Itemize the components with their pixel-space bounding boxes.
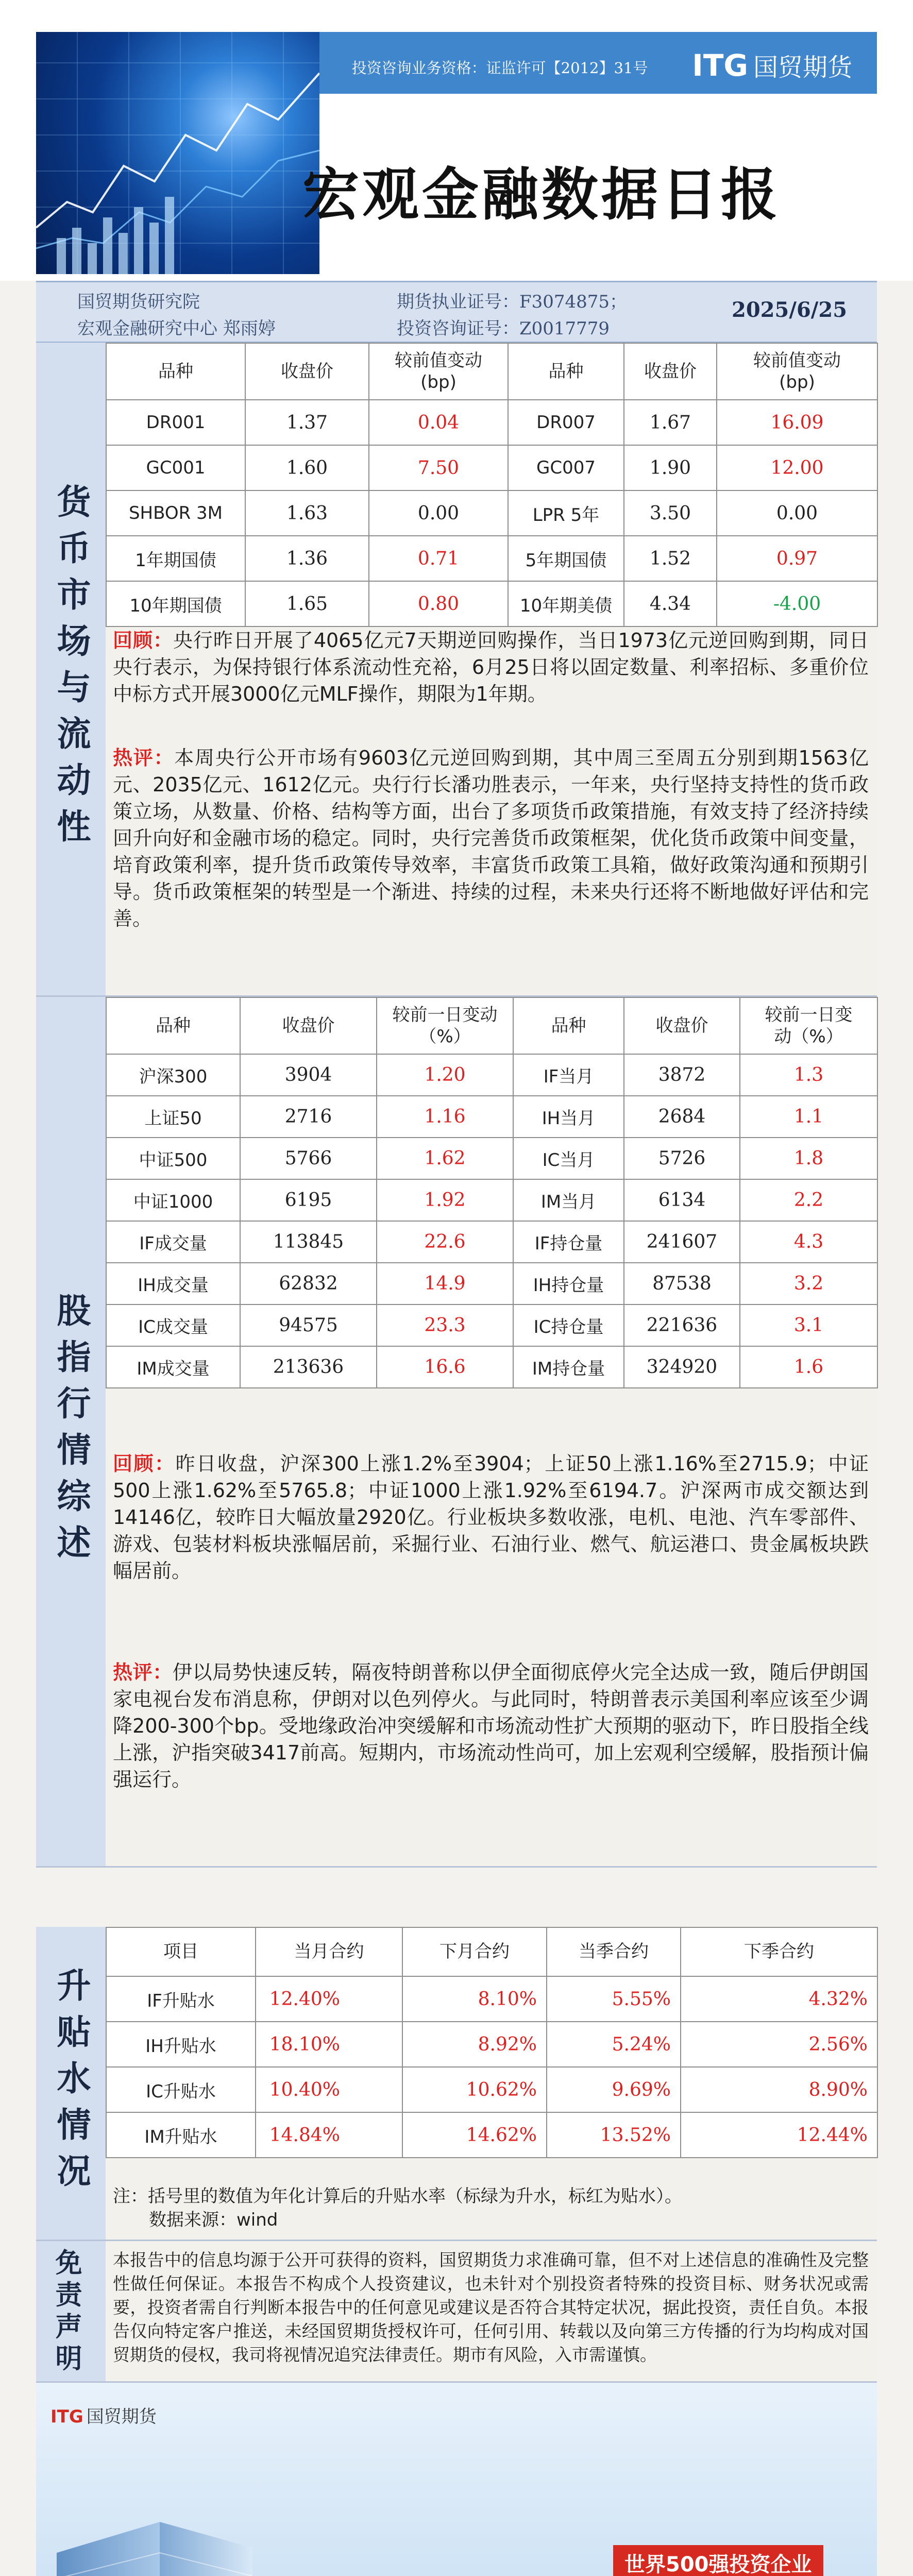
column-header: 品种 [508, 343, 624, 400]
premium-value: 2.56% [681, 2022, 877, 2067]
table-row [106, 400, 877, 445]
premium-value: 5.55% [547, 1976, 681, 2022]
premium-note [113, 2184, 869, 2232]
column-header: 收盘价 [240, 997, 377, 1054]
premium-value: 18.10% [256, 2022, 402, 2067]
qualification-text: 投资咨询业务资格：证监许可【2012】31号 [351, 59, 648, 77]
contract-name: IF当月 [513, 1054, 624, 1096]
close-value: 87538 [624, 1263, 740, 1304]
close-value: 1.63 [245, 490, 369, 536]
instrument-name: 10年期国债 [106, 581, 245, 626]
money-market-table [106, 343, 878, 627]
premium-value: 8.90% [681, 2067, 877, 2112]
column-header: 当季合约 [547, 1927, 681, 1976]
table-row [106, 1976, 877, 2022]
author-info-bar [36, 281, 877, 343]
review-text: 昨日收盘，沪深300上涨1.2%至3904；上证50上涨1.16%至2715.9；中证500上涨1.62%至5765.8；中证1000上涨1.92%至6194.7。沪深两市成交额达到14146亿，较昨日大幅放量2920亿。行业板块多数收涨，电机、电池、汽车零部件、游戏、包装材料板块涨幅居前，采掘行业、石油行业、燃气、航运港口、贵金属板块跌幅居前。 [113, 1452, 869, 1582]
contract-name: IH持仓量 [513, 1263, 624, 1304]
change-value: 1.16 [377, 1096, 513, 1138]
close-value: 1.60 [245, 445, 369, 490]
close-value: 4.34 [624, 581, 717, 626]
change-value: 7.50 [369, 445, 508, 490]
close-value: 5766 [240, 1138, 377, 1179]
premium-item: IM升贴水 [106, 2112, 256, 2158]
close-value: 3872 [624, 1054, 740, 1096]
index-name: 中证1000 [106, 1179, 240, 1221]
change-value: 0.71 [369, 536, 508, 581]
close-value: 2684 [624, 1096, 740, 1138]
brand-logo-cn: 国贸期货 [753, 53, 852, 82]
table-header-row [106, 997, 877, 1054]
table-row [106, 1346, 877, 1388]
license-number: 期货执业证号：F3074875； [397, 292, 628, 312]
review-key: 回顾： [113, 629, 173, 652]
premium-value: 4.32% [681, 1976, 877, 2022]
footer-logo-en: ITG [50, 2406, 83, 2427]
premium-value: 14.62% [402, 2112, 547, 2158]
close-value: 1.67 [624, 400, 717, 445]
premium-value: 9.69% [547, 2067, 681, 2112]
table-row [106, 536, 877, 581]
index-name: 沪深300 [106, 1054, 240, 1096]
report-title: 宏观金融数据日报 [302, 161, 781, 228]
stock-index-table [106, 997, 878, 1388]
change-value: 16.09 [717, 400, 877, 445]
table-header-row [106, 343, 877, 400]
close-value: 221636 [624, 1304, 740, 1346]
contract-name: IH当月 [513, 1096, 624, 1138]
close-value: 1.52 [624, 536, 717, 581]
premium-value: 13.52% [547, 2112, 681, 2158]
contract-name: IC持仓量 [513, 1304, 624, 1346]
column-header: 收盘价 [624, 997, 740, 1054]
premium-value: 8.92% [402, 2022, 547, 2067]
close-value: 1.90 [624, 445, 717, 490]
index-name: IM成交量 [106, 1346, 240, 1388]
contract-name: IM持仓量 [513, 1346, 624, 1388]
premium-value: 10.62% [402, 2067, 547, 2112]
table-row [106, 1263, 877, 1304]
premium-value: 14.84% [256, 2112, 402, 2158]
table-row [106, 1304, 877, 1346]
column-header: 较前值变动 (bp) [369, 343, 508, 400]
change-value: 1.3 [740, 1054, 877, 1096]
instrument-name: DR007 [508, 400, 624, 445]
table-row [106, 1054, 877, 1096]
close-value: 2716 [240, 1096, 377, 1138]
stock-index-review [113, 1450, 869, 1584]
column-header: 品种 [106, 997, 240, 1054]
change-value: 2.2 [740, 1179, 877, 1221]
instrument-name: 1年期国债 [106, 536, 245, 581]
close-value: 113845 [240, 1221, 377, 1263]
change-value: 3.1 [740, 1304, 877, 1346]
comment-key: 热评： [113, 1661, 173, 1684]
column-header: 较前一日变动 （%） [377, 997, 513, 1054]
premium-note-1: 注：括号里的数值为年化计算后的升贴水率（标绿为升水，标红为贴水）。 [113, 2186, 682, 2207]
table-header-row [106, 1927, 877, 1976]
change-value: 0.80 [369, 581, 508, 626]
close-value: 5726 [624, 1138, 740, 1179]
change-value: 1.6 [740, 1346, 877, 1388]
contract-name: IM当月 [513, 1179, 624, 1221]
premium-value: 5.24% [547, 2022, 681, 2067]
close-value: 6134 [624, 1179, 740, 1221]
close-value: 1.37 [245, 400, 369, 445]
money-market-review [113, 627, 869, 707]
comment-text: 伊以局势快速反转，隔夜特朗普称以伊全面彻底停火完全达成一致，随后伊朗国家电视台发布消息称，伊朗对以色列停火。与此同时，特朗普表示美国利率应该至少调降200-300个bp。受地缘政治冲突缓解和市场流动性扩大预期的驱动下，昨日股指全线上涨，沪指突破3417前高。短期内，市场流动性尚可，加上宏观利空缓解，股指预计偏强运行。 [113, 1661, 869, 1791]
index-name: IF成交量 [106, 1221, 240, 1263]
column-header: 当月合约 [256, 1927, 402, 1976]
close-value: 62832 [240, 1263, 377, 1304]
stock-index-section [36, 997, 877, 1868]
change-value: 14.9 [377, 1263, 513, 1304]
premium-side-title: 升贴水情况 [36, 1927, 106, 2240]
premium-item: IC升贴水 [106, 2067, 256, 2112]
money-market-comment [113, 744, 869, 932]
premium-value: 12.40% [256, 1976, 402, 2022]
premium-value: 12.44% [681, 2112, 877, 2158]
disclaimer-side-title: 免责声明 [36, 2241, 106, 2381]
comment-key: 热评： [113, 747, 175, 769]
column-header: 较前一日变 动（%） [740, 997, 877, 1054]
table-row [106, 490, 877, 536]
disclaimer-text: 本报告中的信息均源于公开可获得的资料，国贸期货力求准确可靠，但不对上述信息的准确性及完整性做任何保证。本报告不构成个人投资建议，也未针对个别投资者特殊的投资目标、财务状况或需要，投资者需自行判断本报告中的任何意见或建议是否符合其特定状况，据此投资，责任自负。本报告仅向特定客户推送，未经国贸期货授权许可，任何引用、转载以及向第三方传播的行为均构成对国贸期货的侵权，我司将视情况追究法律责任。期市有风险，入市需谨慎。 [113, 2250, 869, 2365]
premium-section [36, 1927, 877, 2241]
column-header: 项目 [106, 1927, 256, 1976]
table-row [106, 445, 877, 490]
advisory-number: 投资咨询证号：Z0017779 [397, 318, 610, 339]
table-row [106, 2067, 877, 2112]
premium-item: IF升贴水 [106, 1976, 256, 2022]
table-row [106, 1221, 877, 1263]
header-top-bar [319, 32, 877, 94]
column-header: 下月合约 [402, 1927, 547, 1976]
slogan-badge: 世界500强投资企业 [613, 2545, 823, 2576]
column-header: 收盘价 [245, 343, 369, 400]
column-header: 收盘价 [624, 343, 717, 400]
money-market-section [36, 343, 877, 997]
change-value: 0.97 [717, 536, 877, 581]
brand-logo-en: ITG [692, 48, 748, 83]
review-key: 回顾： [113, 1452, 176, 1475]
footer-logo-cn: 国贸期货 [86, 2406, 157, 2427]
instrument-name: 5年期国债 [508, 536, 624, 581]
close-value: 94575 [240, 1304, 377, 1346]
table-row [106, 1138, 877, 1179]
index-name: IH成交量 [106, 1263, 240, 1304]
close-value: 241607 [624, 1221, 740, 1263]
change-value: -4.00 [717, 581, 877, 626]
change-value: 12.00 [717, 445, 877, 490]
review-text: 央行昨日开展了4065亿元7天期逆回购操作，当日1973亿元逆回购到期，同日央行表示，为保持银行体系流动性充裕，6月25日将以固定数量、利率招标、多重价位中标方式开展3000亿元MLF操作，期限为1年期。 [113, 629, 869, 705]
change-value: 23.3 [377, 1304, 513, 1346]
index-name: 上证50 [106, 1096, 240, 1138]
money-market-side-title: 货币市场与流动性 [36, 343, 106, 995]
close-value: 6195 [240, 1179, 377, 1221]
instrument-name: DR001 [106, 400, 245, 445]
contract-name: IF持仓量 [513, 1221, 624, 1263]
column-header: 较前值变动 (bp) [717, 343, 877, 400]
index-name: 中证500 [106, 1138, 240, 1179]
close-value: 3904 [240, 1054, 377, 1096]
building-image [36, 2476, 397, 2576]
change-value: 3.2 [740, 1263, 877, 1304]
comment-text: 本周央行公开市场有9603亿元逆回购到期，其中周三至周五分别到期1563亿元、2035亿元、1612亿元。央行行长潘功胜表示，一年来，央行坚持支持性的货币政策立场，从数量、价格、结构等方面，出台了多项货币政策措施，有效支持了经济持续回升向好和金融市场的稳定。同时，央行完善货币政策框架，优化货币政策中间变量，培育政策利率，提升货币政策传导效率，丰富货币政策工具箱，做好政策沟通和预期引导。货币政策框架的转型是一个渐进、持续的过程，未来央行还将不断地做好评估和完善。 [113, 747, 869, 930]
stock-index-comment [113, 1659, 869, 1793]
instrument-name: SHBOR 3M [106, 490, 245, 536]
instrument-name: 10年期美债 [508, 581, 624, 626]
premium-value: 8.10% [402, 1976, 547, 2022]
close-value: 324920 [624, 1346, 740, 1388]
data-source: 数据来源：wind [149, 2210, 278, 2230]
disclaimer-section [36, 2241, 877, 2383]
change-value: 22.6 [377, 1221, 513, 1263]
premium-table [106, 1927, 878, 2158]
change-value: 1.62 [377, 1138, 513, 1179]
instrument-name: LPR 5年 [508, 490, 624, 536]
close-value: 1.36 [245, 536, 369, 581]
table-row [106, 581, 877, 626]
instrument-name: GC001 [106, 445, 245, 490]
premium-value: 10.40% [256, 2067, 402, 2112]
close-value: 213636 [240, 1346, 377, 1388]
table-row [106, 2022, 877, 2067]
close-value: 3.50 [624, 490, 717, 536]
contract-name: IC当月 [513, 1138, 624, 1179]
report-date: 2025/6/25 [732, 298, 848, 322]
company-banner [36, 2383, 877, 2576]
column-header: 品种 [513, 997, 624, 1054]
instrument-name: GC007 [508, 445, 624, 490]
change-value: 1.20 [377, 1054, 513, 1096]
footer-logo [50, 2402, 157, 2428]
author-name: 宏观金融研究中心 郑雨婷 [77, 318, 276, 339]
change-value: 0.04 [369, 400, 508, 445]
change-value: 16.6 [377, 1346, 513, 1388]
change-value: 4.3 [740, 1221, 877, 1263]
column-header: 下季合约 [681, 1927, 877, 1976]
change-value: 0.00 [369, 490, 508, 536]
close-value: 1.65 [245, 581, 369, 626]
table-row [106, 1179, 877, 1221]
column-header: 品种 [106, 343, 245, 400]
stock-index-side-title: 股指行情综述 [36, 997, 106, 1866]
premium-item: IH升贴水 [106, 2022, 256, 2067]
table-row [106, 2112, 877, 2158]
report-header [0, 0, 913, 281]
index-name: IC成交量 [106, 1304, 240, 1346]
change-value: 1.1 [740, 1096, 877, 1138]
brand-logo [692, 47, 852, 83]
change-value: 0.00 [717, 490, 877, 536]
change-value: 1.92 [377, 1179, 513, 1221]
table-row [106, 1096, 877, 1138]
institute-name: 国贸期货研究院 [77, 292, 200, 312]
change-value: 1.8 [740, 1138, 877, 1179]
